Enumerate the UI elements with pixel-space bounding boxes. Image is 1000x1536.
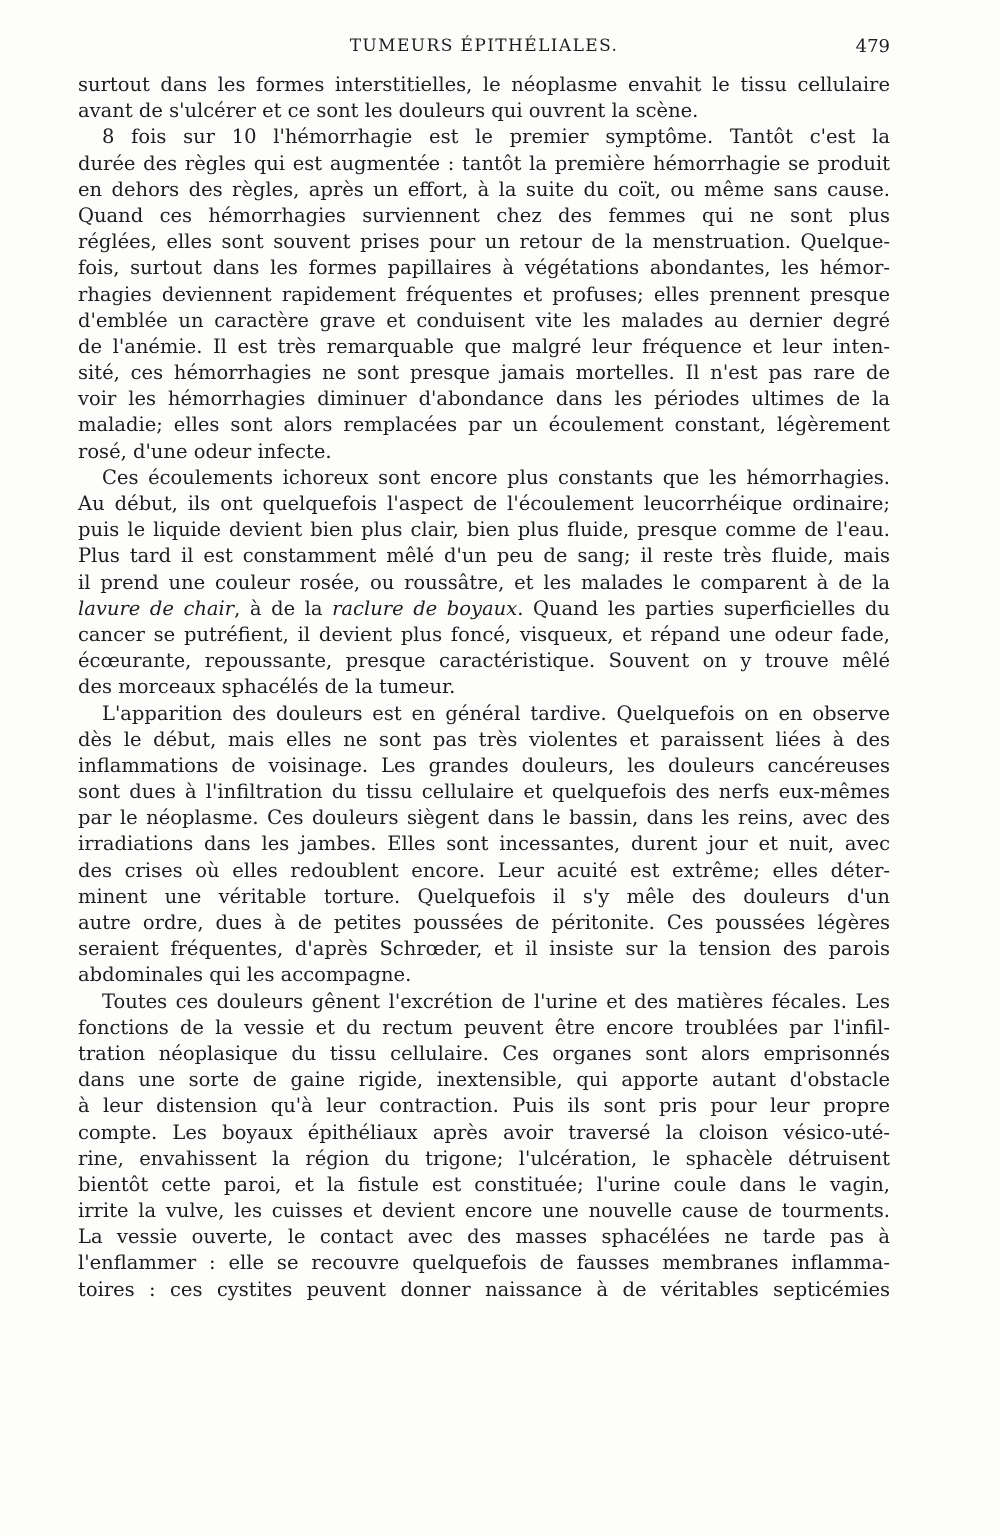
text-line: L'apparition des douleurs est en général tardive. Quelquefois on en observe: [102, 701, 890, 725]
text-line: Au début, ils ont quelquefois l'aspect de l'écoulement leucorrhéique ordinaire;: [78, 492, 890, 515]
text-line: cancer se putréfient, il devient plus foncé, visqueux, et répand une odeur fade,: [78, 622, 890, 646]
text-line: Plus tard il est constamment mêlé d'un peu de sang; il reste très fluide, mais: [78, 544, 890, 568]
text-line: toires : ces cystites peuvent donner naissance à de véritables septicémies: [78, 1277, 890, 1301]
text-line: compte. Les boyaux épithéliaux après avoir traversé la cloison vésico-uté-: [78, 1120, 890, 1144]
text-line: sont dues à l'infiltration du tissu cellulaire et quelquefois des nerfs eux-mêmes: [78, 780, 890, 804]
text-line: dans une sorte de gaine rigide, inextensible, qui apporte autant d'obstacle: [78, 1068, 890, 1092]
text-line: puis le liquide devient bien plus clair, bien plus fluide, presque comme de l'eau.: [78, 518, 890, 542]
text-line: maladie; elles sont alors remplacées par un écoulement constant, légèrement: [78, 413, 890, 437]
running-title: TUMEURS ÉPITHÉLIALES.: [349, 36, 619, 56]
text-line: autre ordre, dues à de petites poussées de péritonite. Ces poussées légères: [78, 911, 890, 934]
italic-phrase: raclure de boyaux: [332, 596, 518, 620]
text-line: en dehors des règles, après un effort, à la suite du coït, ou même sans cause.: [78, 177, 890, 201]
text-line: d'emblée un caractère grave et conduisent vite les malades au dernier degré: [78, 308, 890, 332]
text-line: bientôt cette paroi, et la fistule est constituée; l'urine coule dans le vagin,: [78, 1172, 890, 1196]
text-segment: . Quand les parties superficielles du: [517, 596, 890, 620]
text-line: inflammations de voisinage. Les grandes douleurs, les douleurs cancéreuses: [78, 753, 890, 777]
running-header: [78, 36, 890, 62]
text-line: des crises où elles redoublent encore. Leur acuité est extrême; elles déter-: [78, 858, 890, 882]
text-line: La vessie ouverte, le contact avec des masses sphacélées ne tarde pas à: [78, 1225, 890, 1249]
italic-phrase: lavure de chair: [78, 596, 235, 620]
text-segment: , à de la: [234, 596, 333, 620]
text-line: par le néoplasme. Ces douleurs siègent dans le bassin, dans les reins, avec des: [78, 806, 890, 830]
text-line: sité, ces hémorrhagies ne sont presque jamais mortelles. Il n'est pas rare de: [78, 361, 890, 385]
text-line: irrite la vulve, les cuisses et devient encore une nouvelle cause de tourments.: [78, 1199, 890, 1223]
text-line: Toutes ces douleurs gênent l'excrétion de l'urine et des matières fécales. Les: [102, 989, 890, 1013]
text-line: [78, 596, 890, 622]
text-line: tration néoplasique du tissu cellulaire. Ces organes sont alors emprisonnés: [78, 1041, 890, 1065]
text-line: rosé, d'une odeur infecte.: [78, 439, 332, 463]
text-line: à leur distension qu'à leur contraction. Puis ils sont pris pour leur propre: [78, 1094, 890, 1118]
text-line: l'enflammer : elle se recouvre quelquefois de fausses membranes inflamma-: [78, 1251, 890, 1275]
text-line: fonctions de la vessie et du rectum peuvent être encore troublées par l'infil-: [78, 1015, 890, 1039]
text-line: rhagies deviennent rapidement fréquentes et profuses; elles prennent presque: [78, 282, 890, 306]
text-line: Ces écoulements ichoreux sont encore plus constants que les hémorrhagies.: [102, 465, 890, 489]
text-line: seraient fréquentes, d'après Schrœder, et il insiste sur la tension des parois: [78, 937, 890, 961]
text-line: écœurante, repoussante, presque caractéristique. Souvent on y trouve mêlé: [78, 649, 890, 673]
text-line: abdominales qui les accompagne.: [78, 963, 412, 987]
body-text: [78, 72, 890, 1303]
text-line: dès le début, mais elles ne sont pas très violentes et paraissent liées à des: [78, 727, 890, 751]
text-line: minent une véritable torture. Quelquefois il s'y mêle des douleurs d'un: [78, 884, 890, 908]
text-line: irradiations dans les jambes. Elles sont incessantes, durent jour et nuit, avec: [78, 832, 890, 856]
text-line: durée des règles qui est augmentée : tantôt la première hémorrhagie se produit: [78, 151, 890, 175]
text-line: rine, envahissent la région du trigone; l'ulcération, le sphacèle détruisent: [78, 1146, 890, 1170]
page-number: 479: [855, 36, 890, 57]
text-line: 8 fois sur 10 l'hémorrhagie est le premier symptôme. Tantôt c'est la: [102, 125, 890, 149]
text-line: Quand ces hémorrhagies surviennent chez des femmes qui ne sont plus: [78, 203, 890, 227]
text-line: voir les hémorrhagies diminuer d'abondance dans les périodes ultimes de la: [78, 387, 890, 411]
text-line: réglées, elles sont souvent prises pour un retour de la menstruation. Quelque-: [78, 230, 890, 254]
text-line: des morceaux sphacélés de la tumeur.: [78, 675, 456, 699]
text-line: fois, surtout dans les formes papillaires à végétations abondantes, les hémor-: [78, 256, 890, 280]
text-line: il prend une couleur rosée, ou roussâtre, et les malades le comparent à de la: [78, 570, 890, 594]
text-line: surtout dans les formes interstitielles, le néoplasme envahit le tissu cellulaire: [78, 73, 890, 96]
text-line: avant de s'ulcérer et ce sont les douleurs qui ouvrent la scène.: [78, 99, 699, 123]
text-line: de l'anémie. Il est très remarquable que malgré leur fréquence et leur inten-: [78, 334, 890, 358]
